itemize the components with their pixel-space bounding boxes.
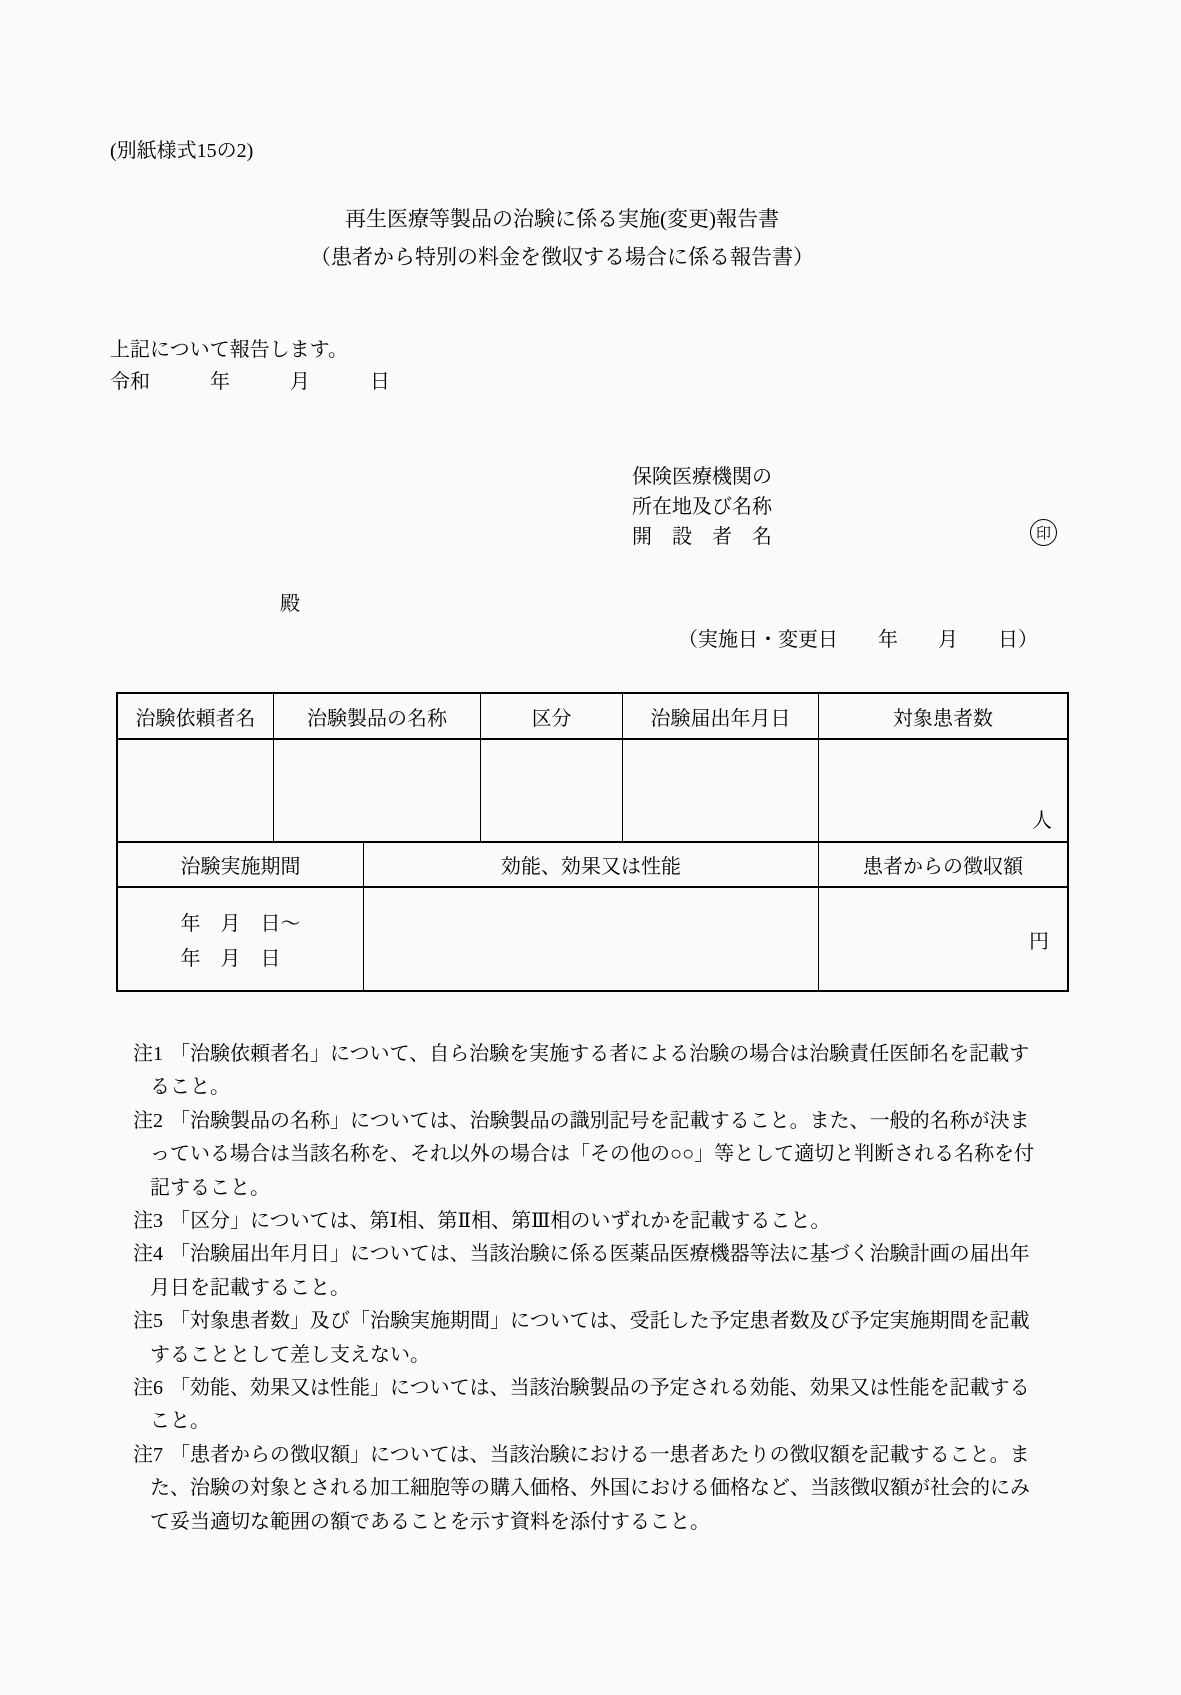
cell-notification-date [622,740,818,841]
note-text: 「対象患者数」及び「治験実施期間」については、受託した予定患者数及び予定実施期間を記載することとして差し支えない。 [150,1310,1030,1366]
th-trial-period: 治験実施期間 [118,843,363,888]
note-text: 「効能、効果又は性能」については、当該治験製品の予定される効能、効果又は性能を記載すること。 [150,1377,1030,1433]
period-line-end: 年 月 日 [180,948,281,970]
unit-person-label: 人 [1032,810,1052,832]
note-item-7 [133,1439,1048,1539]
title-line-1: 再生医療等製品の治験に係る実施(変更)報告書 [345,207,779,231]
trial-table-upper [116,692,1069,843]
note-text: 「区分」については、第Ⅰ相、第Ⅱ相、第Ⅲ相のいずれかを記載すること。 [170,1210,831,1233]
report-intro: 上記について報告します。 [110,339,348,361]
institution-block [632,462,772,552]
cell-sponsor-name [118,740,273,841]
th-efficacy: 効能、効果又は性能 [363,843,818,888]
note-label: 注3 [133,1210,163,1233]
note-text: 「患者からの徴収額」については、当該治験における一患者あたりの徴収額を記載すること。また、治験の対象とされる加工細胞等の購入価格、外国における価格など、当該徴収額が社会的にみて妥当適切な範囲の額であることを示す資料を添付すること。 [150,1443,1030,1533]
th-category: 区分 [480,694,622,740]
th-patient-count: 対象患者数 [818,694,1067,740]
th-sponsor-name: 治験依頼者名 [118,694,273,740]
institution-line: 保険医療機関の [632,466,772,488]
cell-category [480,740,622,841]
th-product-name: 治験製品の名称 [273,694,480,740]
address-name-line: 所在地及び名称 [632,496,772,518]
trial-table [116,692,1069,992]
form-code: (別紙様式15の2) [110,140,254,162]
cell-product-name [273,740,480,841]
note-item-3 [133,1205,1048,1238]
note-text: 「治験製品の名称」については、治験製品の識別記号を記載すること。また、一般的名称が決まっている場合は当該名称を、それ以外の場合は「その他の○○」等として適切と判断される名称を付記すること。 [150,1109,1035,1199]
note-label: 注4 [133,1243,163,1266]
cell-efficacy [363,888,818,990]
th-notification-date: 治験届出年月日 [622,694,818,740]
trial-table-lower [116,843,1069,992]
note-label: 注6 [133,1377,163,1400]
trial-period-lines [181,907,301,971]
note-label: 注2 [133,1109,163,1132]
note-item-1 [133,1038,1048,1105]
th-patient-charge: 患者からの徴収額 [818,843,1067,888]
period-line-start: 年 月 日～ [180,913,301,935]
founder-name-line: 開 設 者 名 [632,526,772,548]
note-text: 「治験依頼者名」について、自ら治験を実施する者による治験の場合は治験責任医師名を記載すること。 [150,1043,1030,1099]
report-date-line: 令和 年 月 日 [110,371,390,393]
note-item-2 [133,1105,1048,1205]
note-item-4 [133,1238,1048,1305]
note-item-5 [133,1305,1048,1372]
note-label: 注1 [133,1043,163,1065]
unit-yen-label: 円 [1029,930,1049,953]
inkan-seal-icon: 印 [1030,519,1057,546]
cell-trial-period [118,888,363,990]
cell-patient-count [818,740,1067,841]
addressee-dono: 殿 [280,593,300,615]
note-item-6 [133,1372,1048,1439]
note-label: 注7 [133,1443,163,1466]
document-title [0,203,1124,269]
note-label: 注5 [133,1310,163,1333]
note-text: 「治験届出年月日」については、当該治験に係る医薬品医療機器等法に基づく治験計画の届出年月日を記載すること。 [150,1243,1030,1299]
notes-section [133,1038,1048,1539]
title-line-2: （患者から特別の料金を徴収する場合に係る報告書） [310,245,814,269]
implementation-date-line: （実施日・変更日 年 月 日） [678,629,1038,651]
cell-patient-charge [818,888,1067,990]
